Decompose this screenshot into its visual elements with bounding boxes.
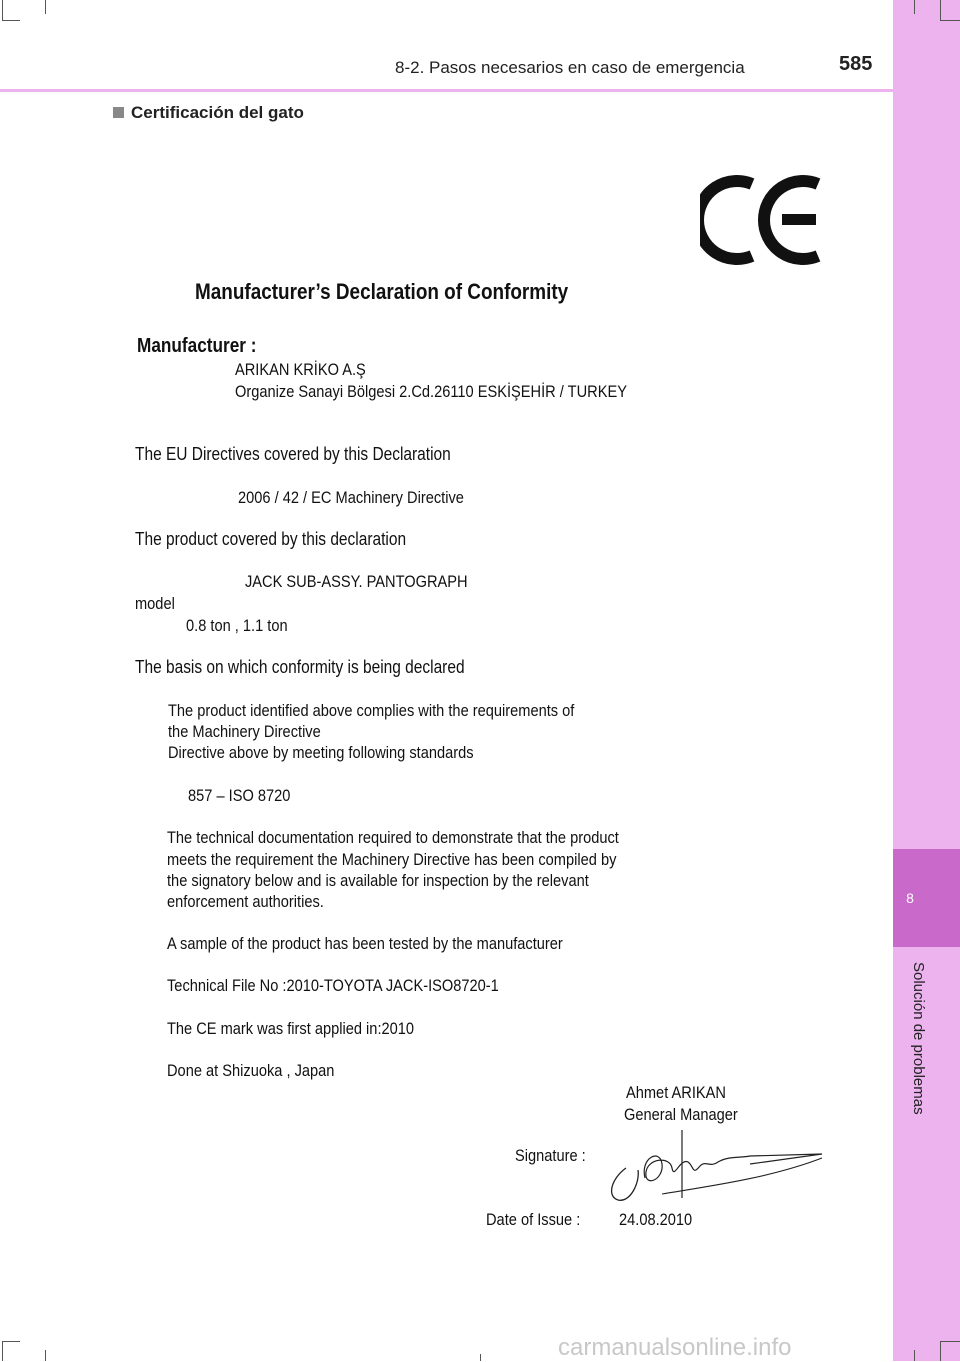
crop-mark bbox=[2, 1341, 20, 1342]
crop-mark bbox=[2, 20, 20, 21]
signatory-title: General Manager bbox=[624, 1105, 738, 1124]
basis-line: Directive above by meeting following standards bbox=[168, 743, 474, 762]
date-label: Date of Issue : bbox=[486, 1210, 581, 1229]
crop-mark bbox=[2, 1341, 3, 1361]
signature-label: Signature : bbox=[515, 1146, 586, 1165]
technical-line: the signatory below and is available for inspection by the relevant bbox=[167, 871, 589, 890]
signature-image bbox=[600, 1128, 830, 1208]
crop-mark bbox=[480, 1354, 481, 1361]
basis-line: the Machinery Directive bbox=[168, 722, 321, 741]
technical-line: meets the requirement the Machinery Directive has been compiled by bbox=[167, 850, 617, 869]
crop-mark bbox=[940, 0, 941, 20]
section-heading bbox=[113, 103, 304, 123]
technical-line: enforcement authorities. bbox=[167, 892, 324, 911]
basis-line: The product identified above complies with the requirements of bbox=[168, 701, 575, 720]
technical-file-text: Technical File No :2010-TOYOTA JACK-ISO8720-1 bbox=[167, 976, 499, 995]
ce-mark-icon bbox=[700, 172, 830, 272]
date-value: 24.08.2010 bbox=[619, 1210, 693, 1229]
crop-mark bbox=[45, 0, 46, 14]
product-value: JACK SUB-ASSY. PANTOGRAPH bbox=[245, 572, 468, 591]
manufacturer-address: Organize Sanayi Bölgesi 2.Cd.26110 ESKİŞEHİR / TURKEY bbox=[235, 382, 627, 401]
page-header-title: 8-2. Pasos necesarios en caso de emergencia bbox=[395, 58, 745, 77]
watermark: carmanualsonline.info bbox=[558, 1334, 792, 1361]
directives-label: The EU Directives covered by this Declaration bbox=[135, 444, 451, 464]
declaration-title: Manufacturer’s Declaration of Conformity bbox=[195, 279, 569, 304]
chapter-sidebar bbox=[893, 0, 960, 1361]
model-value: 0.8 ton , 1.1 ton bbox=[186, 616, 288, 635]
manufacturer-name: ARIKAN KRİKO A.Ş bbox=[235, 360, 366, 379]
section-heading-text: Certificación del gato bbox=[131, 103, 304, 122]
crop-mark bbox=[914, 0, 915, 14]
header-divider bbox=[0, 89, 893, 92]
model-label: model bbox=[135, 594, 175, 613]
page-number: 585 bbox=[839, 53, 873, 75]
manufacturer-label: Manufacturer : bbox=[137, 335, 257, 357]
crop-mark bbox=[940, 1341, 941, 1361]
signatory-name: Ahmet ARIKAN bbox=[626, 1083, 726, 1102]
crop-mark bbox=[940, 20, 960, 21]
square-bullet-icon bbox=[113, 107, 124, 118]
technical-line: The technical documentation required to demonstrate that the product bbox=[167, 828, 619, 847]
chapter-number: 8 bbox=[906, 890, 914, 906]
product-label: The product covered by this declaration bbox=[135, 529, 407, 549]
crop-mark bbox=[2, 0, 3, 20]
chapter-section-title: Solución de problemas bbox=[910, 962, 927, 1115]
ce-first-applied-text: The CE mark was first applied in:2010 bbox=[167, 1019, 415, 1038]
crop-mark bbox=[45, 1350, 46, 1361]
crop-mark bbox=[940, 1341, 960, 1342]
basis-label: The basis on which conformity is being declared bbox=[135, 657, 465, 677]
sample-tested-text: A sample of the product has been tested by the manufacturer bbox=[167, 934, 563, 953]
standard-value: 857 – ISO 8720 bbox=[188, 786, 291, 805]
directive-value: 2006 / 42 / EC Machinery Directive bbox=[238, 488, 464, 507]
crop-mark bbox=[914, 1350, 915, 1361]
done-at-text: Done at Shizuoka , Japan bbox=[167, 1061, 335, 1080]
